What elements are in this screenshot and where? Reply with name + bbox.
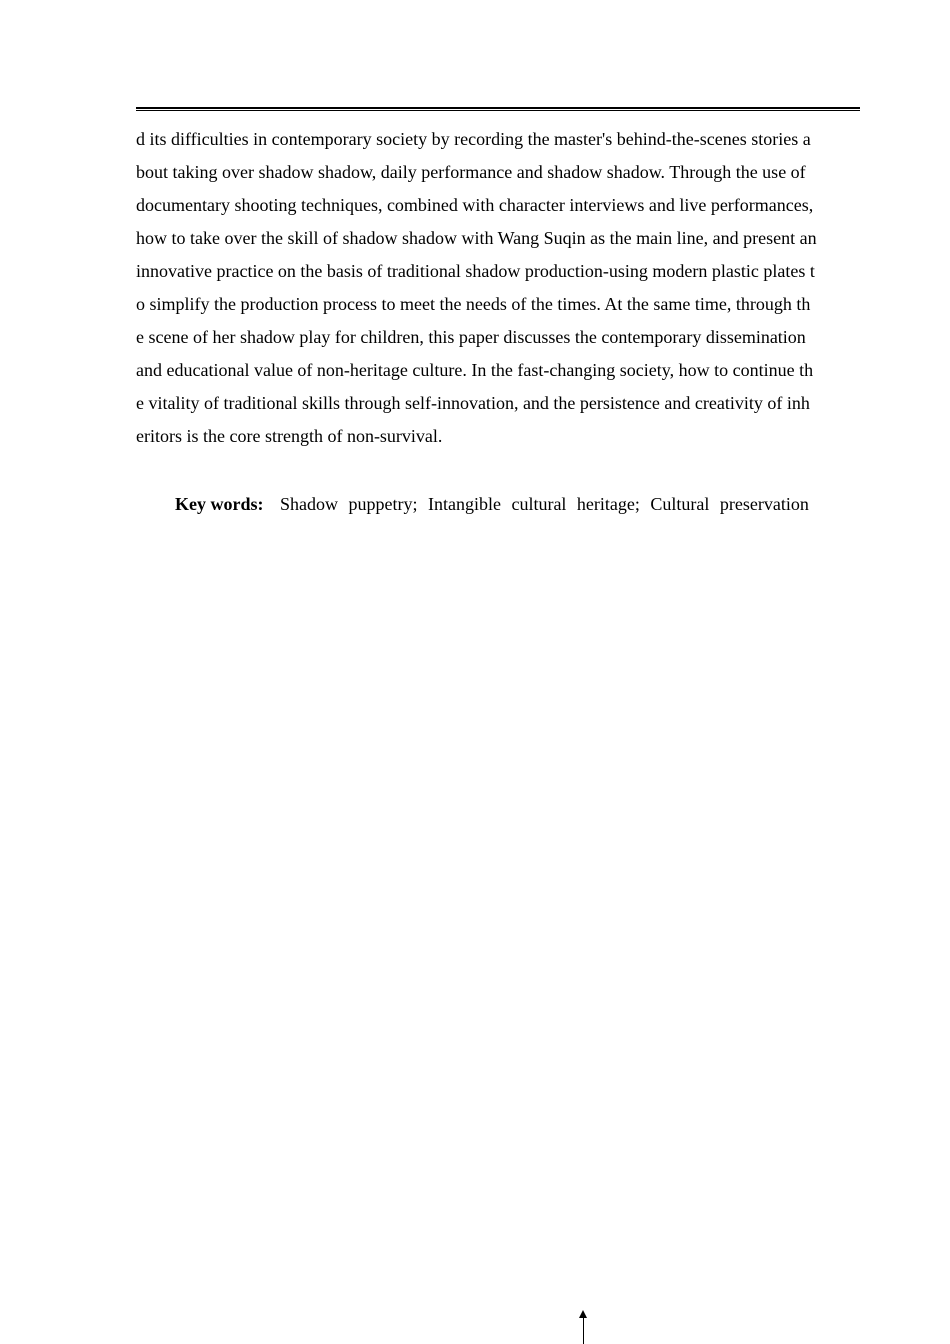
keywords-label: Key words:: [175, 494, 264, 514]
abstract-line: bout taking over shadow shadow, daily performance and shadow shadow. Through the use of: [136, 162, 806, 182]
abstract-line: o simplify the production process to meet the needs of the times. At the same time, through th: [136, 294, 811, 314]
abstract-line: eritors is the core strength of non-survival.: [136, 426, 443, 446]
arrow-up-icon: [583, 1310, 585, 1344]
abstract-line: documentary shooting techniques, combined with character interviews and live performances,: [136, 195, 814, 215]
header-rule: [136, 107, 860, 111]
abstract-line: e vitality of traditional skills through self-innovation, and the persistence and creativity of inh: [136, 393, 810, 413]
abstract-line: and educational value of non-heritage culture. In the fast-changing society, how to continue th: [136, 360, 814, 380]
keywords-text: Shadow puppetry; Intangible cultural heritage; Cultural preservation: [280, 494, 809, 514]
abstract-line: e scene of her shadow play for children, this paper discusses the contemporary dissemination: [136, 327, 806, 347]
abstract-line: how to take over the skill of shadow shadow with Wang Suqin as the main line, and present an: [136, 228, 817, 248]
abstract-line: d its difficulties in contemporary society by recording the master's behind-the-scenes stories a: [136, 129, 811, 149]
abstract-line: innovative practice on the basis of traditional shadow production-using modern plastic plates t: [136, 261, 815, 281]
keywords-paragraph: [175, 490, 855, 518]
abstract-body: [136, 123, 860, 453]
arrow-shaft: [583, 1316, 584, 1344]
